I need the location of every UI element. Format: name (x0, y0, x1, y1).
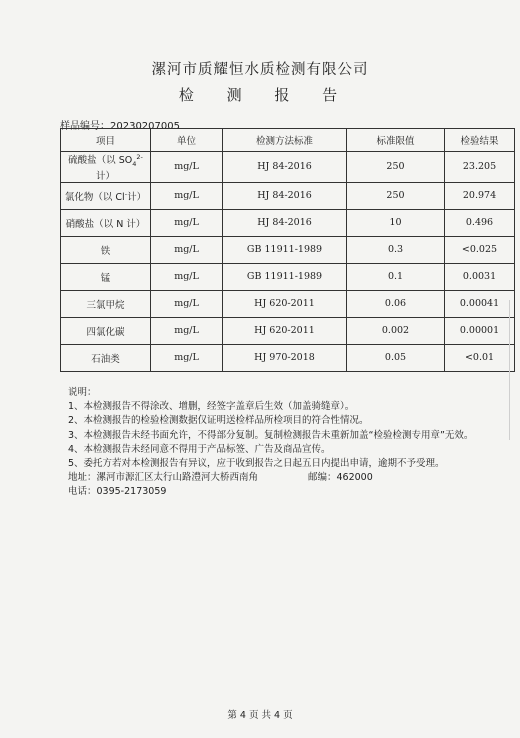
page-number: 第 4 页 共 4 页 (227, 710, 293, 721)
note-item: 1、本检测报告不得涂改、增删，经签字盖章后生效（加盖骑缝章）。 (68, 401, 355, 413)
table-row (61, 182, 515, 209)
cell-method: HJ 84-2016 (223, 182, 347, 209)
cell-method: GB 11911-1989 (223, 236, 347, 263)
cell-result: 20.974 (445, 182, 515, 209)
table-row (61, 344, 515, 371)
table-row (61, 317, 515, 344)
cell-item: 石油类 (61, 344, 151, 371)
header-method: 检测方法标准 (223, 129, 347, 152)
cell-item: 铁 (61, 236, 151, 263)
table-row (61, 209, 515, 236)
cell-result: 23.205 (445, 152, 515, 183)
header-unit: 单位 (151, 129, 223, 152)
cell-limit: 0.002 (347, 317, 445, 344)
cell-limit: 250 (347, 152, 445, 183)
cell-unit: mg/L (151, 344, 223, 371)
cell-result: <0.01 (445, 344, 515, 371)
note-item: 5、委托方若对本检测报告有异议，应于收到报告之日起五日内提出申请，逾期不予受理。 (68, 458, 445, 470)
cell-item: 四氯化碳 (61, 317, 151, 344)
cell-unit: mg/L (151, 290, 223, 317)
header-limit: 标准限值 (347, 129, 445, 152)
note-item: 4、本检测报告未经同意不得用于产品标签、广告及商品宣传。 (68, 443, 331, 455)
cell-unit: mg/L (151, 209, 223, 236)
cell-unit: mg/L (151, 236, 223, 263)
cell-unit: mg/L (151, 182, 223, 209)
table-row (61, 236, 515, 263)
notes-heading: 说明： (68, 387, 97, 398)
postcode: 邮编：462000 (308, 472, 373, 484)
document-title: 检 测 报 告 (178, 86, 352, 104)
address-line (68, 471, 508, 485)
cell-item: 硫酸盐（以 $SO_4^{2-}$计） (61, 152, 151, 183)
cell-result: 0.0031 (445, 263, 515, 290)
table-row (61, 290, 515, 317)
cell-limit: 10 (347, 209, 445, 236)
cell-result: 0.00001 (445, 317, 515, 344)
cell-item: 三氯甲烷 (61, 290, 151, 317)
cell-limit: 250 (347, 182, 445, 209)
cell-unit: mg/L (151, 152, 223, 183)
cell-unit: mg/L (151, 263, 223, 290)
notes-section (68, 386, 508, 500)
table-row (61, 263, 515, 290)
cell-method: HJ 620-2011 (223, 290, 347, 317)
cell-limit: 0.05 (347, 344, 445, 371)
cell-result: 0.00041 (445, 290, 515, 317)
cell-item: 锰 (61, 263, 151, 290)
header-result: 检验结果 (445, 129, 515, 152)
cell-method: HJ 970-2018 (223, 344, 347, 371)
cell-method: HJ 84-2016 (223, 152, 347, 183)
note-item: 3、本检测报告未经书面允许，不得部分复制。复制检测报告未重新加盖“检验检测专用章”无效。 (68, 429, 474, 441)
cell-method: GB 11911-1989 (223, 263, 347, 290)
cell-item: 氯化物（以 Cl-计） (61, 182, 151, 209)
cell-result: <0.025 (445, 236, 515, 263)
cell-item: 硝酸盐（以 N 计） (61, 209, 151, 236)
seal-edge-mark (509, 300, 514, 440)
company-name: 漯河市质耀恒水质检测有限公司 (151, 62, 369, 78)
address: 地址：漯河市源汇区太行山路澧河大桥西南角 (68, 472, 259, 484)
cell-result: 0.496 (445, 209, 515, 236)
sample-number: 样品编号：20230207005 (60, 121, 180, 132)
table-row (61, 152, 515, 183)
header-item: 项目 (61, 129, 151, 152)
cell-limit: 0.1 (347, 263, 445, 290)
table-header-row (61, 129, 515, 152)
cell-method: HJ 84-2016 (223, 209, 347, 236)
note-item: 2、本检测报告的检验检测数据仅证明送检样品所检项目的符合性情况。 (68, 415, 369, 427)
cell-unit: mg/L (151, 317, 223, 344)
cell-limit: 0.06 (347, 290, 445, 317)
results-table (60, 128, 515, 372)
cell-method: HJ 620-2011 (223, 317, 347, 344)
cell-limit: 0.3 (347, 236, 445, 263)
phone: 电话：0395-2173059 (68, 486, 167, 498)
